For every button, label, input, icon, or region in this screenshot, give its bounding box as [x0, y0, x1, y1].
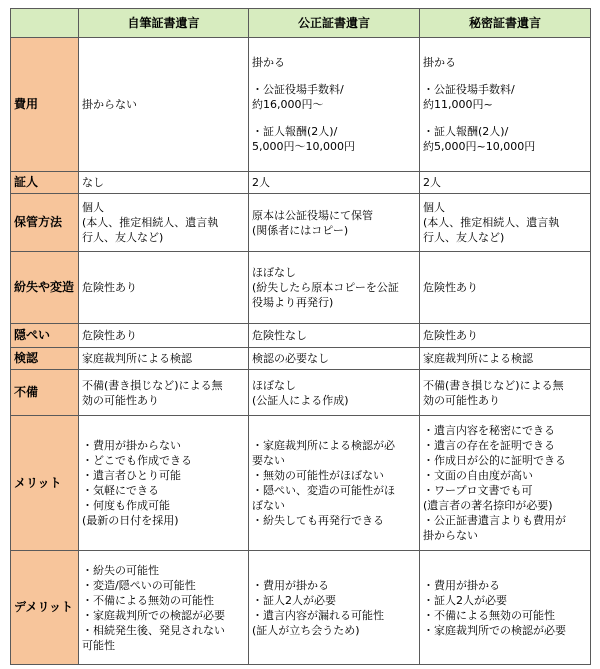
- table-cell-witness-2: [249, 172, 420, 194]
- table-cell-loss-alteration-3: [420, 252, 591, 324]
- cell-text-line: 掛からない: [423, 529, 478, 542]
- column-header-notarized-will: 公正証書遺言: [249, 9, 420, 38]
- table-cell-probate-2: [249, 348, 420, 370]
- cell-text-line: ・隠ぺい、変造の可能性がほ: [252, 484, 395, 497]
- row-header-loss-alteration: 紛失や変造: [11, 252, 79, 324]
- cell-text-line: ・どこでも作成できる: [82, 454, 192, 467]
- cell-text-line: ・証人報酬(2人)/: [423, 125, 509, 138]
- table-row-probate: [11, 348, 591, 370]
- table-cell-cost-1: [79, 38, 249, 172]
- cell-text-line: ・不備による無効の可能性: [82, 593, 214, 607]
- table-cell-merits-2: [249, 416, 420, 551]
- table-cell-concealment-2: [249, 324, 420, 348]
- table-cell-probate-1: [79, 348, 249, 370]
- cell-text-line: ・作成日が公的に証明できる: [423, 454, 566, 467]
- cell-text-line: なし: [82, 176, 104, 189]
- cell-text-line: 約16,000円～: [252, 98, 324, 111]
- cell-text-line: ・何度も作成可能: [82, 499, 170, 512]
- cell-text-line: 家庭裁判所による検認: [423, 352, 533, 365]
- row-header-defects: 不備: [11, 370, 79, 416]
- row-header-merits: メリット: [11, 416, 79, 551]
- cell-text-line: ・公証役場手数料/: [252, 83, 344, 96]
- cell-text-line: 約5,000円~10,000円: [423, 140, 536, 153]
- cell-text-line: ・費用が掛かる: [252, 578, 329, 592]
- cell-text-line: ほぼなし: [252, 266, 296, 279]
- table-cell-demerits-1: [79, 551, 249, 665]
- table-cell-storage-3: [420, 194, 591, 252]
- cell-text-line: ・ワープロ文書でも可: [423, 484, 533, 497]
- cell-text-line: 要ない: [252, 454, 285, 467]
- cell-text-line: 行人、友人など): [423, 231, 505, 244]
- table-cell-defects-2: [249, 370, 420, 416]
- cell-text-line: ・無効の可能性がほぼない: [252, 469, 384, 482]
- cell-text-line: ・紛失の可能性: [82, 563, 159, 577]
- cell-text-line: (関係者にはコピー): [252, 223, 349, 237]
- cell-text-line: ・変造/隠ぺいの可能性: [82, 578, 196, 592]
- cell-text-line: 個人: [82, 201, 104, 214]
- cell-gap: [252, 112, 416, 124]
- table-cell-demerits-3: [420, 551, 591, 665]
- cell-text-line: (本人、推定相続人、遺言執: [423, 216, 560, 229]
- comparison-table: [10, 8, 591, 665]
- cell-text-line: ・遺言者ひとり可能: [82, 469, 181, 482]
- table-cell-cost-3: [420, 38, 591, 172]
- table-row-merits: [11, 416, 591, 551]
- table-cell-defects-3: [420, 370, 591, 416]
- cell-text-line: ・家庭裁判所での検認が必要: [82, 608, 225, 622]
- cell-text-line: 危険性なし: [252, 329, 307, 342]
- cell-text-line: ・費用が掛からない: [82, 439, 181, 452]
- row-header-witness: 証人: [11, 172, 79, 194]
- cell-text-line: 不備(書き損じなど)による無: [423, 378, 564, 392]
- cell-text-line: 家庭裁判所による検認: [82, 352, 192, 365]
- cell-text-line: 行人、友人など): [82, 231, 164, 244]
- table-cell-concealment-1: [79, 324, 249, 348]
- table-cell-demerits-2: [249, 551, 420, 665]
- column-header-holographic-will: 自筆証書遺言: [79, 9, 249, 38]
- cell-text-line: ・不備による無効の可能性: [423, 608, 555, 622]
- table-cell-witness-1: [79, 172, 249, 194]
- table-cell-defects-1: [79, 370, 249, 416]
- cell-gap: [423, 70, 587, 82]
- cell-text-line: ・文面の自由度が高い: [423, 469, 533, 482]
- cell-text-line: ・公証役場手数料/: [423, 83, 515, 96]
- row-header-cost: 費用: [11, 38, 79, 172]
- cell-text-line: 検認の必要なし: [252, 352, 329, 365]
- cell-text-line: ・紛失しても再発行できる: [252, 514, 384, 527]
- cell-text-line: 約11,000円~: [423, 98, 493, 111]
- cell-text-line: 危険性あり: [423, 329, 478, 342]
- cell-text-line: (紛失したら原本コピーを公証: [252, 281, 399, 294]
- cell-text-line: 可能性: [82, 638, 115, 652]
- cell-text-line: 危険性あり: [82, 281, 137, 294]
- cell-text-line: ほぼなし: [252, 378, 296, 392]
- row-header-storage: 保管方法: [11, 194, 79, 252]
- table-row-defects: [11, 370, 591, 416]
- table-row-cost: [11, 38, 591, 172]
- cell-text-line: ・気軽にできる: [82, 484, 159, 497]
- cell-text-line: 効の可能性あり: [423, 393, 500, 407]
- cell-text-line: 2人: [252, 176, 270, 189]
- table-row-witness: [11, 172, 591, 194]
- cell-text-line: 不備(書き損じなど)による無: [82, 378, 223, 392]
- cell-text-line: ・費用が掛かる: [423, 578, 500, 592]
- cell-gap: [252, 70, 416, 82]
- cell-text-line: 危険性あり: [82, 329, 137, 342]
- cell-text-line: ・家庭裁判所での検認が必要: [423, 623, 566, 637]
- table-cell-merits-1: [79, 416, 249, 551]
- cell-text-line: ・相続発生後、発見されない: [82, 623, 225, 637]
- table-cell-storage-2: [249, 194, 420, 252]
- cell-text-line: ・公正証書遺言よりも費用が: [423, 514, 566, 527]
- cell-text-line: 危険性あり: [423, 281, 478, 294]
- cell-text-line: 5,000円～10,000円: [252, 140, 355, 153]
- table-cell-cost-2: [249, 38, 420, 172]
- table-row-loss-alteration: [11, 252, 591, 324]
- cell-text-line: 原本は公証役場にて保管: [252, 208, 373, 222]
- table-cell-merits-3: [420, 416, 591, 551]
- cell-text-line: (遺言者の著名捺印が必要): [423, 499, 553, 512]
- cell-text-line: 2人: [423, 176, 441, 189]
- cell-text-line: ・証人報酬(2人)/: [252, 125, 338, 138]
- corner-cell: [11, 9, 79, 38]
- cell-text-line: ・証人2人が必要: [423, 593, 507, 607]
- column-header-secret-will: 秘密証書遺言: [420, 9, 591, 38]
- cell-text-line: 役場より再発行): [252, 296, 334, 309]
- row-header-probate: 検認: [11, 348, 79, 370]
- table-body: [11, 38, 591, 665]
- cell-text-line: ・遺言内容を秘密にできる: [423, 424, 555, 437]
- row-header-concealment: 隠ぺい: [11, 324, 79, 348]
- cell-text-line: (最新の日付を採用): [82, 514, 179, 527]
- table-row-storage: [11, 194, 591, 252]
- cell-text-line: 個人: [423, 201, 445, 214]
- cell-text-line: 掛かる: [423, 56, 456, 69]
- cell-text-line: (本人、推定相続人、遺言執: [82, 216, 219, 229]
- table-cell-storage-1: [79, 194, 249, 252]
- header-row: [11, 9, 591, 38]
- cell-text-line: (公証人による作成): [252, 393, 349, 407]
- table-cell-loss-alteration-2: [249, 252, 420, 324]
- cell-text-line: ・家庭裁判所による検認が必: [252, 439, 395, 452]
- table-cell-concealment-3: [420, 324, 591, 348]
- cell-text-line: ・遺言の存在を証明できる: [423, 439, 555, 452]
- cell-text-line: ・証人2人が必要: [252, 593, 336, 607]
- cell-text-line: 掛からない: [82, 98, 137, 111]
- cell-text-line: ぼない: [252, 499, 285, 512]
- cell-gap: [423, 112, 587, 124]
- table-row-demerits: [11, 551, 591, 665]
- table-row-concealment: [11, 324, 591, 348]
- row-header-demerits: デメリット: [11, 551, 79, 665]
- cell-text-line: (証人が立ち会うため): [252, 623, 360, 637]
- cell-text-line: ・遺言内容が漏れる可能性: [252, 608, 384, 622]
- cell-text-line: 効の可能性あり: [82, 393, 159, 407]
- table-cell-probate-3: [420, 348, 591, 370]
- cell-text-line: 掛かる: [252, 56, 285, 69]
- table-cell-witness-3: [420, 172, 591, 194]
- table-cell-loss-alteration-1: [79, 252, 249, 324]
